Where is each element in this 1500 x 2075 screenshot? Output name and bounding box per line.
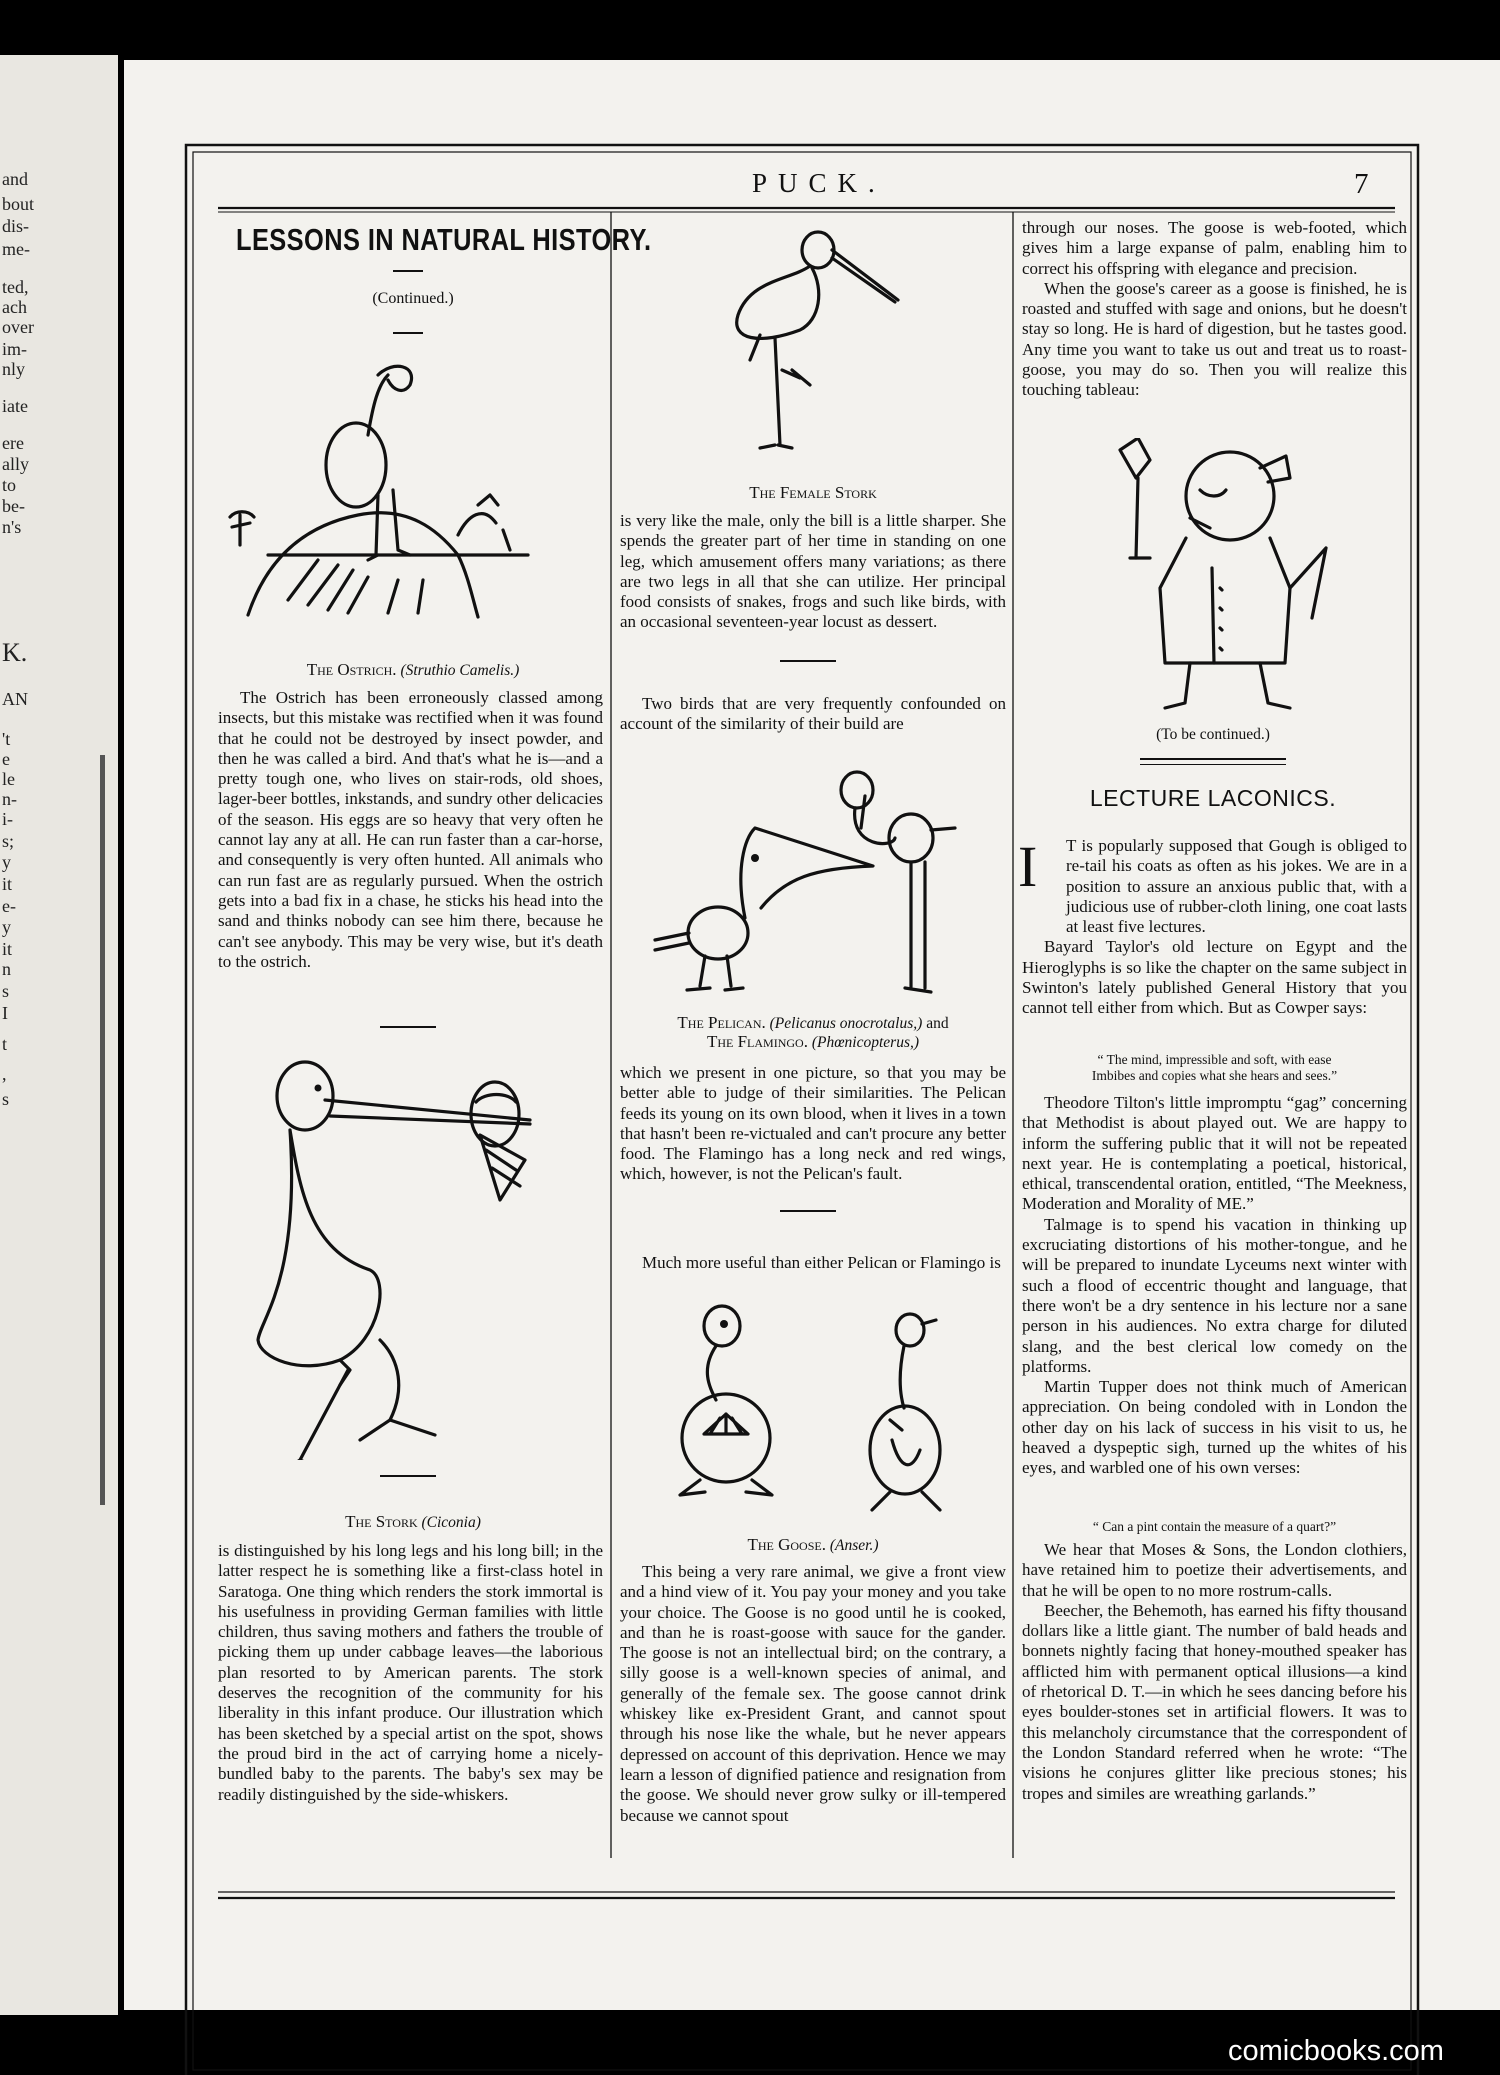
adjacent-page-fragment: s: [2, 1089, 10, 1109]
female-stork-illustration: [720, 220, 920, 460]
adjacent-page-fragment: AN: [2, 689, 28, 709]
adjacent-page-fragment: t: [2, 1034, 8, 1054]
lecture-paragraph-1: T is popularly supposed that Gough is obliged to re-tail his coats as often as his jokes. We are in a position to assure an anxious public that, with a judicious use of rubber-cloth lining, one coat lasts at least five lectures. Bayard Taylor's old lecture on Egypt and the Hieroglyphs is so like the chapter on the same subject in Swinton's lately published General History that you cannot tell either from which. But as Cowper says:: [1022, 836, 1407, 1018]
adjacent-page-fragment: s;: [2, 831, 15, 851]
lecture-paragraphs: Theodore Tilton's little impromptu “gag” concerning that Methodist is about played out. We are happy to inform the suffering public that it will not be repeated next year. He is contemplating a poetical, historical, ethical, transcendental oration, entitled, “The Meekness, Moderation and Morality of ME.” Talmage is to spend his vacation in thinking up excruciating distortions of his mother-tongue, and he will be prepared to inundate Lyceums next winter with such a flood of eccentric thought and language, that there won't be a dry sentence in his lecture nor a sane person in his audiences. No extra charge for diluted slang, and the best clerical low comedy on the platforms. Martin Tupper does not think much of American appreciation. On being condoled with in London the other day on his lack of success in his visit to us, he heaved a dyspeptic sigh, turned up the whites of his eyes, and warbled one of his own verses:: [1022, 1093, 1407, 1478]
adjacent-page-fragment: nly: [2, 359, 26, 379]
to-be-continued-note: (To be continued.): [1156, 726, 1270, 743]
stork-with-baby-illustration: [230, 1040, 560, 1460]
adjacent-page-fragment: im-: [2, 339, 27, 359]
adjacent-page-fragment: it: [2, 874, 13, 894]
divider: [380, 1026, 436, 1028]
article-title: LESSONS IN NATURAL HISTORY.: [236, 222, 652, 257]
adjacent-page-fragment: i-: [2, 809, 13, 829]
adjacent-page-fragment: to: [2, 475, 17, 495]
adjacent-page-fragment: over: [2, 317, 34, 337]
pelican-and-flamingo-illustration: [635, 758, 995, 1000]
man-eating-roast-goose-illustration: [1090, 438, 1340, 716]
masthead-title: PUCK.: [752, 168, 886, 198]
divider: [380, 1475, 436, 1477]
section-title: LECTURE LACONICS.: [1089, 785, 1337, 811]
adjacent-page-fragment: it: [2, 939, 13, 959]
adjacent-page-fragment: K.: [2, 638, 28, 667]
stork-paragraph: is distinguished by his long legs and his long bill; in the latter respect he is something like a first-class hotel in Saratoga. One thing which renders the stork immortal is his usefulness in providing German families with little children, thus saving mothers and fathers the trouble of picking them up under cabbage leaves—the laborious plan resorted to by American parents. The stork deserves the recognition of the community for his liberality in this infant produce. Our illustration which has been sketched by a special artist on the spot, shows the proud bird in the act of carrying home a nicely-bundled baby to the parents. The baby's sex may be readily distinguished by the side-whiskers.: [218, 1541, 603, 1804]
caption-ostrich: The Ostrich. (Struthio Camelis.): [306, 660, 520, 679]
caption-goose: The Goose. (Anser.): [747, 1535, 879, 1554]
goose-continued-paragraph: through our noses. The goose is web-footed, which gives him a large expanse of palm, enabling him to correct his offspring with elegance and precision. When the goose's career as a goose is finished, he is roasted and stuffed with sage and onions, but he doesn't stay so long. He is hard of digestion, but he tastes good. Any time you want to take us out and treat us to roast-goose, you may do so. Then you will realize this touching tableau:: [1022, 218, 1407, 400]
adjacent-page-fragment: ted,: [2, 277, 29, 297]
tupper-quote: “ Can a pint contain the measure of a quart?”: [1092, 1519, 1337, 1534]
divider: [393, 270, 423, 272]
cowper-quote: “ The mind, impressible and soft, with ease Imbibes and copies what she hears and sees.”: [1091, 1052, 1338, 1083]
adjacent-page-fragment: ach: [2, 297, 27, 317]
caption-stork: The Stork (Ciconia): [345, 1512, 481, 1531]
adjacent-page-fragment: be-: [2, 496, 25, 516]
ostrich-paragraph: The Ostrich has been erroneously classed among insects, but this mistake was rectified when it was found that he could not be destroyed by insect powder, and then he was called a bird. And that's what he is—and a pretty tough one, who lives on stair-rods, old shoes, lager-beer bottles, inkstands, and sundry other delicacies of the season. His eggs are so heavy that very often he cannot lay any at all. He can run faster than a car-horse, and consequently is very often hunted. All animals who can run fast are as regularly pursued. When the ostrich gets into a bad fix in a chase, he sticks his head into the sand and thinks nobody can see him there, because he can't see anybody. This may be very wise, but it's death to the ostrich.: [218, 688, 603, 971]
caption-female-stork: The Female Stork: [749, 483, 877, 502]
adjacent-page-fragment: iate: [2, 396, 28, 416]
more-useful-paragraph: Much more useful than either Pelican or Flamingo is: [642, 1253, 1001, 1272]
lecture-paragraphs-end: We hear that Moses & Sons, the London clothiers, have retained him to poetize their advertisements, and that he will be open to no more rostrum-calls. Beecher, the Behemoth, has earned his fifty thousand dollars like a little giant. The number of bald heads and bonnets nightly facing that honey-mouthed speaker has afflicted him with permanent optical illusions—a kind of rhetorical D. T.—in which he sees dancing before his eyes boulder-stones set in artificial flowers. It was to this melancholy circumstance that the correspondent of the London Standard referred when he wrote: “The visions he conjures glitter like precious stones; his tropes and similes are wreathing garlands.”: [1022, 1540, 1407, 1803]
adjacent-page-fragment: n: [2, 959, 11, 979]
caption-flamingo: The Flamingo. (Phœnicopterus,): [706, 1032, 920, 1051]
female-stork-paragraph: is very like the male, only the bill is a little sharper. She spends the greater part of her time in standing on one leg, which amusement offers many variations; as there are two legs in all that she can utilize. Her principal food consists of snakes, frogs and such like birds, with an occasional seventeen-year locust as dessert.: [620, 511, 1006, 632]
adjacent-page-fragment: s: [2, 981, 10, 1001]
adjacent-page-fragment: e: [2, 749, 10, 769]
adjacent-page-fragment: and: [2, 169, 28, 189]
divider: [780, 1210, 836, 1212]
adjacent-page-fragment: dis-: [2, 216, 29, 236]
divider: [1140, 764, 1286, 765]
watermark-logo: comicbooks.com: [1228, 2035, 1444, 2067]
divider: [780, 660, 836, 662]
ostrich-illustration: [228, 355, 558, 635]
adjacent-page-fragment: me-: [2, 239, 30, 259]
adjacent-page-fragment: 't: [2, 729, 11, 749]
adjacent-page-fragment: n's: [2, 517, 22, 537]
goose-paragraph: This being a very rare animal, we give a front view and a hind view of it. You pay your money and you take your choice. The Goose is no good until he is cooked, and than he is roast-goose with sauce for the gander. The goose is not an intellectual bird; on the contrary, a silly goose is a well-known species of animal, and generally of the female sex. The goose cannot drink whiskey like ex-President Grant, and cannot spout through his nose like the whale, but he never appears depressed on account of this deprivation. Hence we may learn a lesson of dignified patience and resignation from the goose. We should never grow sulky or ill-tempered because we cannot spout: [620, 1562, 1006, 1825]
adjacent-page-fragment: bout: [2, 194, 35, 214]
adjacent-page-fragment: ,: [2, 1064, 7, 1084]
divider: [393, 332, 423, 334]
two-birds-paragraph: Two birds that are very frequently confounded on account of the similarity of their build are: [620, 694, 1006, 734]
adjacent-page-fragment: le: [2, 769, 15, 789]
caption-pelican: The Pelican. (Pelicanus onocrotalus,) and: [677, 1013, 949, 1032]
pelican-paragraph: which we present in one picture, so that you may be better able to judge of their similarities. The Pelican feeds its young on its own blood, when it lives in a town that hasn't been re-victualed and can't procure any better food. The Flamingo has a long neck and red wings, which, however, is not the Pelican's fault.: [620, 1063, 1006, 1184]
adjacent-page-fragment: y: [2, 852, 11, 872]
adjacent-page-fragment: I: [2, 1003, 8, 1023]
adjacent-page-fragment: e-: [2, 896, 16, 916]
divider: [1140, 758, 1286, 760]
adjacent-page-fragment: n-: [2, 789, 17, 809]
adjacent-page-fragment: ere: [2, 433, 24, 453]
adjacent-page-fragment: y: [2, 917, 11, 937]
drop-cap: I: [1018, 834, 1038, 899]
goose-front-and-back-illustration: [660, 1300, 960, 1512]
continued-note: (Continued.): [372, 290, 454, 307]
adjacent-page-fragment: ally: [2, 454, 29, 474]
page-number: 7: [1354, 168, 1369, 200]
